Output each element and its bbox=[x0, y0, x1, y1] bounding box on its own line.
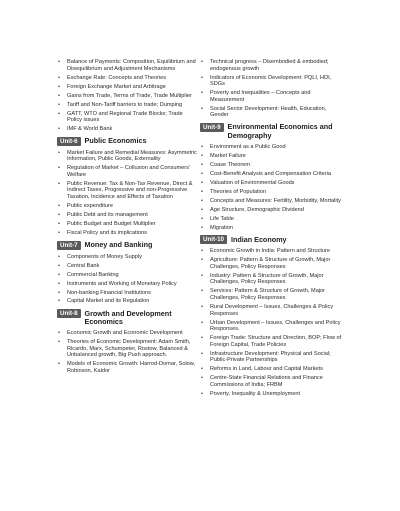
unit-title: Money and Banking bbox=[84, 240, 153, 250]
unit-5-continued-list bbox=[57, 59, 197, 133]
list-item: • Central Bank bbox=[57, 263, 197, 270]
list-item: • Economic Growth in India: Pattern and Structure bbox=[200, 248, 345, 255]
list-item: • Regulation of Market – Collusion and Consumers' Welfare bbox=[57, 165, 197, 178]
list-item: • Foreign Exchange Market and Arbitrage bbox=[57, 84, 197, 91]
unit-title: Growth and Development Economics bbox=[84, 308, 172, 326]
list-item: • Tariff and Non-Tariff barriers to trade; Dumping bbox=[57, 102, 197, 109]
list-item: • Cost-Benefit Analysis and Compensation Criteria bbox=[200, 171, 345, 178]
list-item: • Components of Money Supply bbox=[57, 254, 197, 261]
unit-7-list bbox=[57, 254, 197, 306]
unit-8-list bbox=[57, 330, 197, 374]
unit-10-heading bbox=[200, 235, 345, 244]
unit-badge: Unit-7 bbox=[57, 241, 81, 250]
list-item: • Non-banking Financial Institutions bbox=[57, 290, 197, 297]
list-item: • Models of Economic Growth: Harrod-Domar, Solow, Robinson, Kaldor bbox=[57, 361, 197, 374]
list-item: • Technical progress – Disembodied & embodied; endogenous growth bbox=[200, 59, 345, 72]
list-item: • Poverty, Inequality & Unemployment bbox=[200, 391, 345, 398]
list-item: • Public Budget and Budget Multiplier bbox=[57, 221, 197, 228]
unit-10-list bbox=[200, 248, 345, 397]
list-item: • Poverty and Inequalities – Concepts and Measurement bbox=[200, 90, 345, 103]
list-item: • Environment as a Public Good bbox=[200, 144, 345, 151]
unit-badge: Unit-10 bbox=[200, 235, 227, 244]
list-item: • Concepts and Measures: Fertility, Morbidity, Mortality bbox=[200, 198, 345, 205]
list-item: • Migration bbox=[200, 225, 345, 232]
unit-title: Environmental Economics and Demography bbox=[227, 122, 333, 140]
list-item: • Market Failure and Remedial Measures: Asymmetric Information, Public Goods, Externality bbox=[57, 150, 197, 163]
unit-8-continued-list bbox=[200, 59, 345, 119]
unit-badge: Unit-6 bbox=[57, 137, 81, 146]
list-item: • Public Debt and its management bbox=[57, 212, 197, 219]
list-item: • Theories of Population bbox=[200, 189, 345, 196]
unit-badge: Unit-8 bbox=[57, 309, 81, 318]
list-item: • Centre-State Financial Relations and Finance Commissions of India; FRBM bbox=[200, 375, 345, 388]
list-item: • Valuation of Environmental Goods bbox=[200, 180, 345, 187]
list-item: • Agriculture: Pattern & Structure of Growth, Major Challenges, Policy Responses bbox=[200, 257, 345, 270]
list-item: • Foreign Trade: Structure and Direction, BOP; Flow of Foreign Capital, Trade Policies bbox=[200, 335, 345, 348]
list-item: • GATT, WTO and Regional Trade Blocks; Trade Policy issues bbox=[57, 111, 197, 124]
unit-7-heading bbox=[57, 241, 197, 250]
unit-8-heading bbox=[57, 309, 197, 326]
right-column bbox=[200, 59, 345, 400]
unit-badge: Unit-9 bbox=[200, 123, 224, 132]
list-item: • Economic Growth and Economic Development bbox=[57, 330, 197, 337]
list-item: • Exchange Rate: Concepts and Theories bbox=[57, 75, 197, 82]
list-item: • Public Revenue: Tax & Non-Tax Revenue, Direct & Indirect Taxes, Progressive and non-Progressive Taxation, Incidence and Effects of Taxation bbox=[57, 181, 197, 201]
list-item: • Balance of Payments: Composition, Equilibrium and Disequilibrium and Adjustment Mechanisms bbox=[57, 59, 197, 72]
list-item: • Indicators of Economic Development: PQLI, HDI, SDGs bbox=[200, 75, 345, 88]
list-item: • Infrastructure Development: Physical and Social; Public-Private Partnerships bbox=[200, 351, 345, 364]
list-item: • Life Table bbox=[200, 216, 345, 223]
list-item: • Fiscal Policy and its implications bbox=[57, 230, 197, 237]
list-item: • Urban Development – Issues, Challenges and Policy Responses. bbox=[200, 320, 345, 333]
list-item: • Market Failure bbox=[200, 153, 345, 160]
list-item: • Services: Pattern & Structure of Growth, Major Challenges, Policy Responses bbox=[200, 288, 345, 301]
list-item: • Theories of Economic Development: Adam Smith, Ricardo, Marx, Schumpeter, Rostow, Balanced & Unbalanced growth, Big Push approach. bbox=[57, 339, 197, 359]
list-item: • Commercial Banking bbox=[57, 272, 197, 279]
list-item: • Industry: Pattern & Structure of Growth, Major Challenges, Policy Responses bbox=[200, 273, 345, 286]
unit-title: Indian Economy bbox=[230, 234, 287, 244]
list-item: • Rural Development – Issues, Challenges & Policy Responses bbox=[200, 304, 345, 317]
list-item: • Social Sector Development: Health, Education, Gender bbox=[200, 106, 345, 119]
list-item: • Coase Theorem bbox=[200, 162, 345, 169]
list-item: • Age Structure, Demographic Dividend bbox=[200, 207, 345, 214]
list-item: • Reforms in Land, Labour and Capital Markets bbox=[200, 366, 345, 373]
list-item: • IMF & World Bank bbox=[57, 126, 197, 133]
list-item: • Gains from Trade, Terms of Trade, Trade Multiplier bbox=[57, 93, 197, 100]
unit-9-list bbox=[200, 144, 345, 231]
unit-6-heading bbox=[57, 137, 197, 146]
unit-title: Public Economics bbox=[84, 136, 147, 146]
list-item: • Public expenditure bbox=[57, 203, 197, 210]
unit-6-list bbox=[57, 150, 197, 237]
left-column bbox=[57, 59, 197, 377]
list-item: • Capital Market and its Regulation bbox=[57, 298, 197, 305]
unit-9-heading bbox=[200, 123, 345, 140]
list-item: • Instruments and Working of Monetary Policy bbox=[57, 281, 197, 288]
